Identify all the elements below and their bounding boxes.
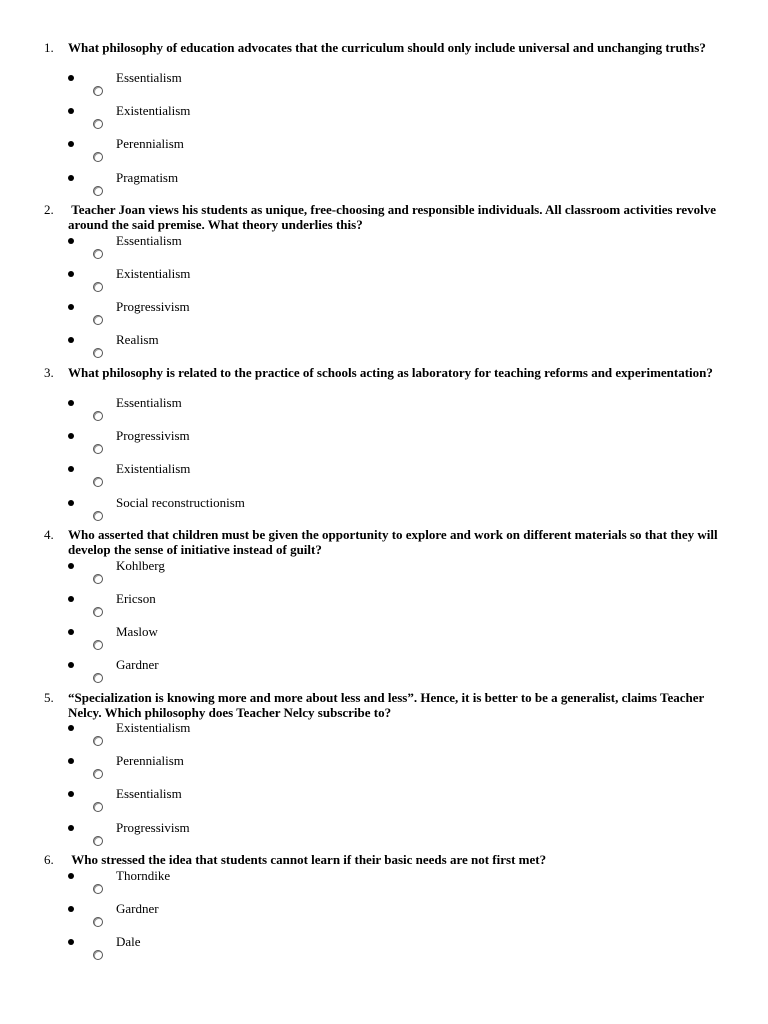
option-label: Progressivism: [116, 428, 190, 443]
question-number: 1.: [44, 40, 54, 55]
option-label: Gardner: [116, 901, 159, 916]
question-number: 4.: [44, 527, 54, 542]
bullet-icon: [68, 108, 74, 114]
option-label: Existentialism: [116, 266, 191, 281]
option-label: Existentialism: [116, 103, 191, 118]
question-text: Teacher Joan views his students as unique, free-choosing and responsible individuals. All classroom activities revolve around the said premise. What theory underlies this?: [68, 202, 720, 232]
bullet-icon: [68, 758, 74, 764]
radio-button[interactable]: [93, 640, 103, 650]
option-label: Essentialism: [116, 786, 182, 801]
bullet-icon: [68, 466, 74, 472]
question-text: Who stressed the idea that students cannot learn if their basic needs are not first met?: [68, 852, 547, 867]
option-5-d: [0, 820, 768, 850]
option-4-b: [0, 591, 768, 621]
option-label: Perennialism: [116, 136, 184, 151]
option-3-b: [0, 428, 768, 458]
option-label: Maslow: [116, 624, 158, 639]
bullet-icon: [68, 725, 74, 731]
radio-button[interactable]: [93, 444, 103, 454]
question-number: 3.: [44, 365, 54, 380]
option-2-a: [0, 233, 768, 263]
option-2-b: [0, 266, 768, 296]
radio-button[interactable]: [93, 917, 103, 927]
radio-button[interactable]: [93, 511, 103, 521]
option-label: Ericson: [116, 591, 156, 606]
radio-button[interactable]: [93, 477, 103, 487]
option-4-c: [0, 624, 768, 654]
option-1-b: [0, 103, 768, 133]
radio-button[interactable]: [93, 315, 103, 325]
radio-button[interactable]: [93, 836, 103, 846]
bullet-icon: [68, 939, 74, 945]
question-text: Who asserted that children must be given the opportunity to explore and work on different materials so that they will develop the sense of initiative instead of guilt?: [68, 527, 721, 557]
option-label: Progressivism: [116, 299, 190, 314]
radio-button[interactable]: [93, 186, 103, 196]
option-1-a: [0, 70, 768, 100]
option-label: Realism: [116, 332, 159, 347]
bullet-icon: [68, 791, 74, 797]
radio-button[interactable]: [93, 249, 103, 259]
bullet-icon: [68, 175, 74, 181]
radio-button[interactable]: [93, 574, 103, 584]
option-1-c: [0, 136, 768, 166]
question-text: What philosophy is related to the practice of schools acting as laboratory for teaching reforms and experimentation?: [68, 365, 713, 380]
option-label: Perennialism: [116, 753, 184, 768]
option-label: Social reconstructionism: [116, 495, 245, 510]
radio-button[interactable]: [93, 411, 103, 421]
bullet-icon: [68, 596, 74, 602]
question-text: What philosophy of education advocates that the curriculum should only include universal and unchanging truths?: [68, 40, 706, 55]
option-6-a: [0, 868, 768, 898]
bullet-icon: [68, 662, 74, 668]
question-number: 2.: [44, 202, 54, 217]
option-label: Essentialism: [116, 233, 182, 248]
option-label: Thorndike: [116, 868, 171, 883]
option-5-a: [0, 720, 768, 750]
bullet-icon: [68, 873, 74, 879]
bullet-icon: [68, 906, 74, 912]
option-label: Essentialism: [116, 395, 182, 410]
bullet-icon: [68, 304, 74, 310]
bullet-icon: [68, 337, 74, 343]
option-6-c: [0, 934, 768, 964]
radio-button[interactable]: [93, 802, 103, 812]
bullet-icon: [68, 141, 74, 147]
radio-button[interactable]: [93, 673, 103, 683]
radio-button[interactable]: [93, 282, 103, 292]
radio-button[interactable]: [93, 950, 103, 960]
option-label: Progressivism: [116, 820, 190, 835]
radio-button[interactable]: [93, 348, 103, 358]
bullet-icon: [68, 629, 74, 635]
bullet-icon: [68, 400, 74, 406]
option-label: Kohlberg: [116, 558, 165, 573]
question-number: 5.: [44, 690, 54, 705]
radio-button[interactable]: [93, 152, 103, 162]
option-4-d: [0, 657, 768, 687]
radio-button[interactable]: [93, 769, 103, 779]
option-label: Existentialism: [116, 720, 191, 735]
option-label: Gardner: [116, 657, 159, 672]
option-5-c: [0, 786, 768, 816]
question-text: “Specialization is knowing more and more about less and less”. Hence, it is better to be a generalist, claims Teacher Nelcy. Which philosophy does Teacher Nelcy subscribe to?: [68, 690, 708, 720]
radio-button[interactable]: [93, 119, 103, 129]
radio-button[interactable]: [93, 607, 103, 617]
option-4-a: [0, 558, 768, 588]
bullet-icon: [68, 825, 74, 831]
option-3-a: [0, 395, 768, 425]
radio-button[interactable]: [93, 884, 103, 894]
bullet-icon: [68, 271, 74, 277]
option-3-c: [0, 461, 768, 491]
option-label: Pragmatism: [116, 170, 179, 185]
option-label: Essentialism: [116, 70, 182, 85]
question-number: 6.: [44, 852, 54, 867]
bullet-icon: [68, 433, 74, 439]
option-2-d: [0, 332, 768, 362]
option-label: Existentialism: [116, 461, 191, 476]
option-2-c: [0, 299, 768, 329]
option-label: Dale: [116, 934, 141, 949]
bullet-icon: [68, 75, 74, 81]
option-6-b: [0, 901, 768, 931]
radio-button[interactable]: [93, 736, 103, 746]
option-3-d: [0, 495, 768, 525]
option-5-b: [0, 753, 768, 783]
bullet-icon: [68, 563, 74, 569]
bullet-icon: [68, 500, 74, 506]
radio-button[interactable]: [93, 86, 103, 96]
bullet-icon: [68, 238, 74, 244]
option-1-d: [0, 170, 768, 200]
